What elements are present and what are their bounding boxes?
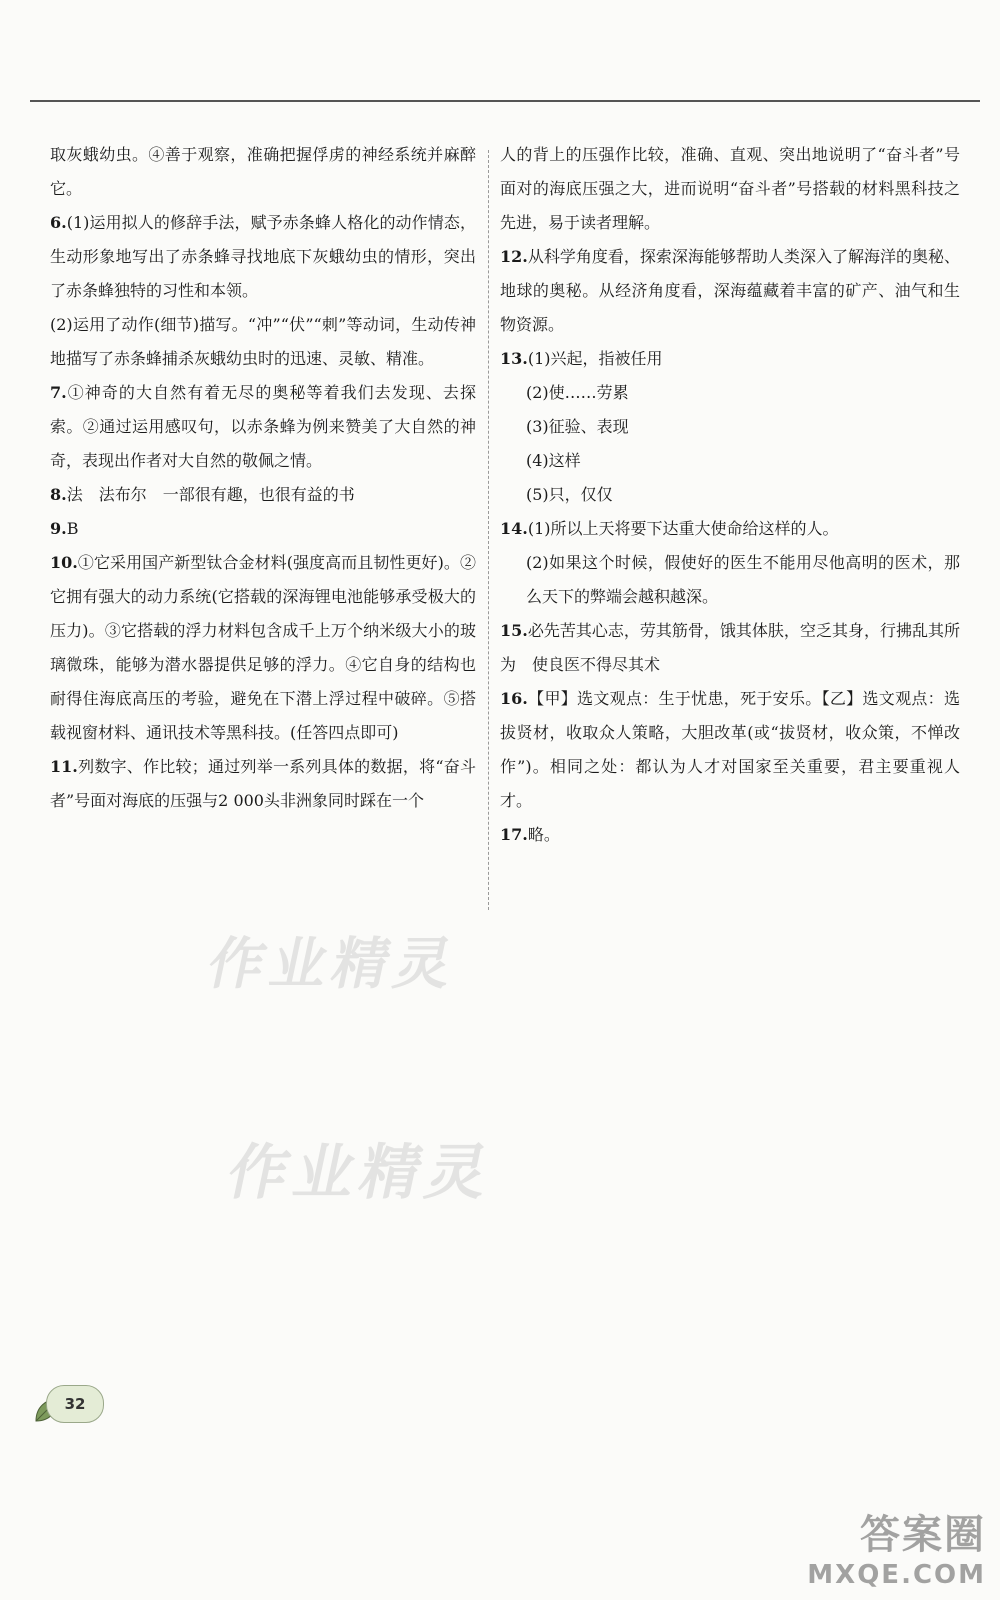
answer-6-part1: 6.(1)运用拟人的修辞手法，赋予赤条蜂人格化的动作情态，生动形象地写出了赤条蜂寻找地底下灰蛾幼虫的情形，突出了赤条蜂独特的习性和本领。 (50, 213, 476, 300)
answer-11-cont: 人的背上的压强作比较，准确、直观、突出地说明了“奋斗者”号面对的海底压强之大，进而说明“奋斗者”号搭载的材料黑科技之先进，易于读者理解。 (500, 145, 960, 232)
answer-13-5: (5)只，仅仅 (526, 485, 613, 504)
answer-12: 12.从科学角度看，探索深海能够帮助人类深入了解海洋的奥秘、地球的奥秘。从经济角度看，深海蕴藏着丰富的矿产、油气和生物资源。 (500, 247, 960, 334)
answer-17: 17.略。 (500, 825, 560, 844)
answer-11: 11.列数字、作比较；通过列举一系列具体的数据，将“奋斗者”号面对海底的压强与2 000头非洲象同时踩在一个 (50, 757, 476, 810)
site-logo-en: MXQE.COM (807, 1560, 986, 1590)
page-number: 32 (46, 1385, 104, 1423)
answer-8: 8.法 法布尔 一部很有趣，也很有益的书 (50, 485, 355, 504)
top-rule (30, 100, 980, 102)
watermark-large: 作业精灵 (221, 1138, 501, 1208)
answer-16: 16.【甲】选文观点：生于忧患，死于安乐。【乙】选文观点：选拔贤材，收取众人策略，大胆改革(或“拔贤材，收众策，不惮改作”)。相同之处：都认为人才对国家至关重要，君主要重视人才。 (500, 689, 960, 810)
answer-13-3: (3)征验、表现 (526, 417, 629, 436)
answer-para: 取灰蛾幼虫。④善于观察，准确把握俘虏的神经系统并麻醉它。 (50, 145, 476, 198)
answer-9: 9.B (50, 519, 79, 538)
answer-15: 15.必先苦其心志，劳其筋骨，饿其体肤，空乏其身，行拂乱其所为 使良医不得尽其术 (500, 621, 960, 674)
answer-7: 7.①神奇的大自然有着无尽的奥秘等着我们去发现、去探索。②通过运用感叹句，以赤条蜂为例来赞美了大自然的神奇，表现出作者对大自然的敬佩之情。 (50, 383, 476, 470)
column-divider (488, 150, 489, 910)
answer-14-2: (2)如果这个时候，假使好的医生不能用尽他高明的医术，那么天下的弊端会越积越深。 (526, 553, 960, 606)
site-logo (807, 1503, 986, 1590)
answer-13-2: (2)使……劳累 (526, 383, 629, 402)
left-column (50, 138, 476, 818)
answer-14-1: 14.(1)所以上天将要下达重大使命给这样的人。 (500, 519, 839, 538)
right-column (500, 138, 960, 852)
answer-10: 10.①它采用国产新型钛合金材料(强度高而且韧性更好)。②它拥有强大的动力系统(它搭载的深海锂电池能够承受极大的压力)。③它搭载的浮力材料包含成千上万个纳米级大小的玻璃微珠，能够为潜水器提供足够的浮力。④它自身的结构也耐得住海底高压的考验，避免在下潜上浮过程中破碎。⑤搭载视窗材料、通讯技术等黑科技。(任答四点即可) (50, 553, 476, 742)
answer-13-4: (4)这样 (526, 451, 581, 470)
watermark: 作业精灵 (202, 932, 464, 997)
answer-6-part2: (2)运用了动作(细节)描写。“冲”“伏”“刺”等动词，生动传神地描写了赤条蜂捕杀灰蛾幼虫时的迅速、灵敏、精准。 (50, 315, 476, 368)
site-logo-cn: 答案圈 (860, 1512, 986, 1558)
answer-13-1: 13.(1)兴起，指被任用 (500, 349, 663, 368)
